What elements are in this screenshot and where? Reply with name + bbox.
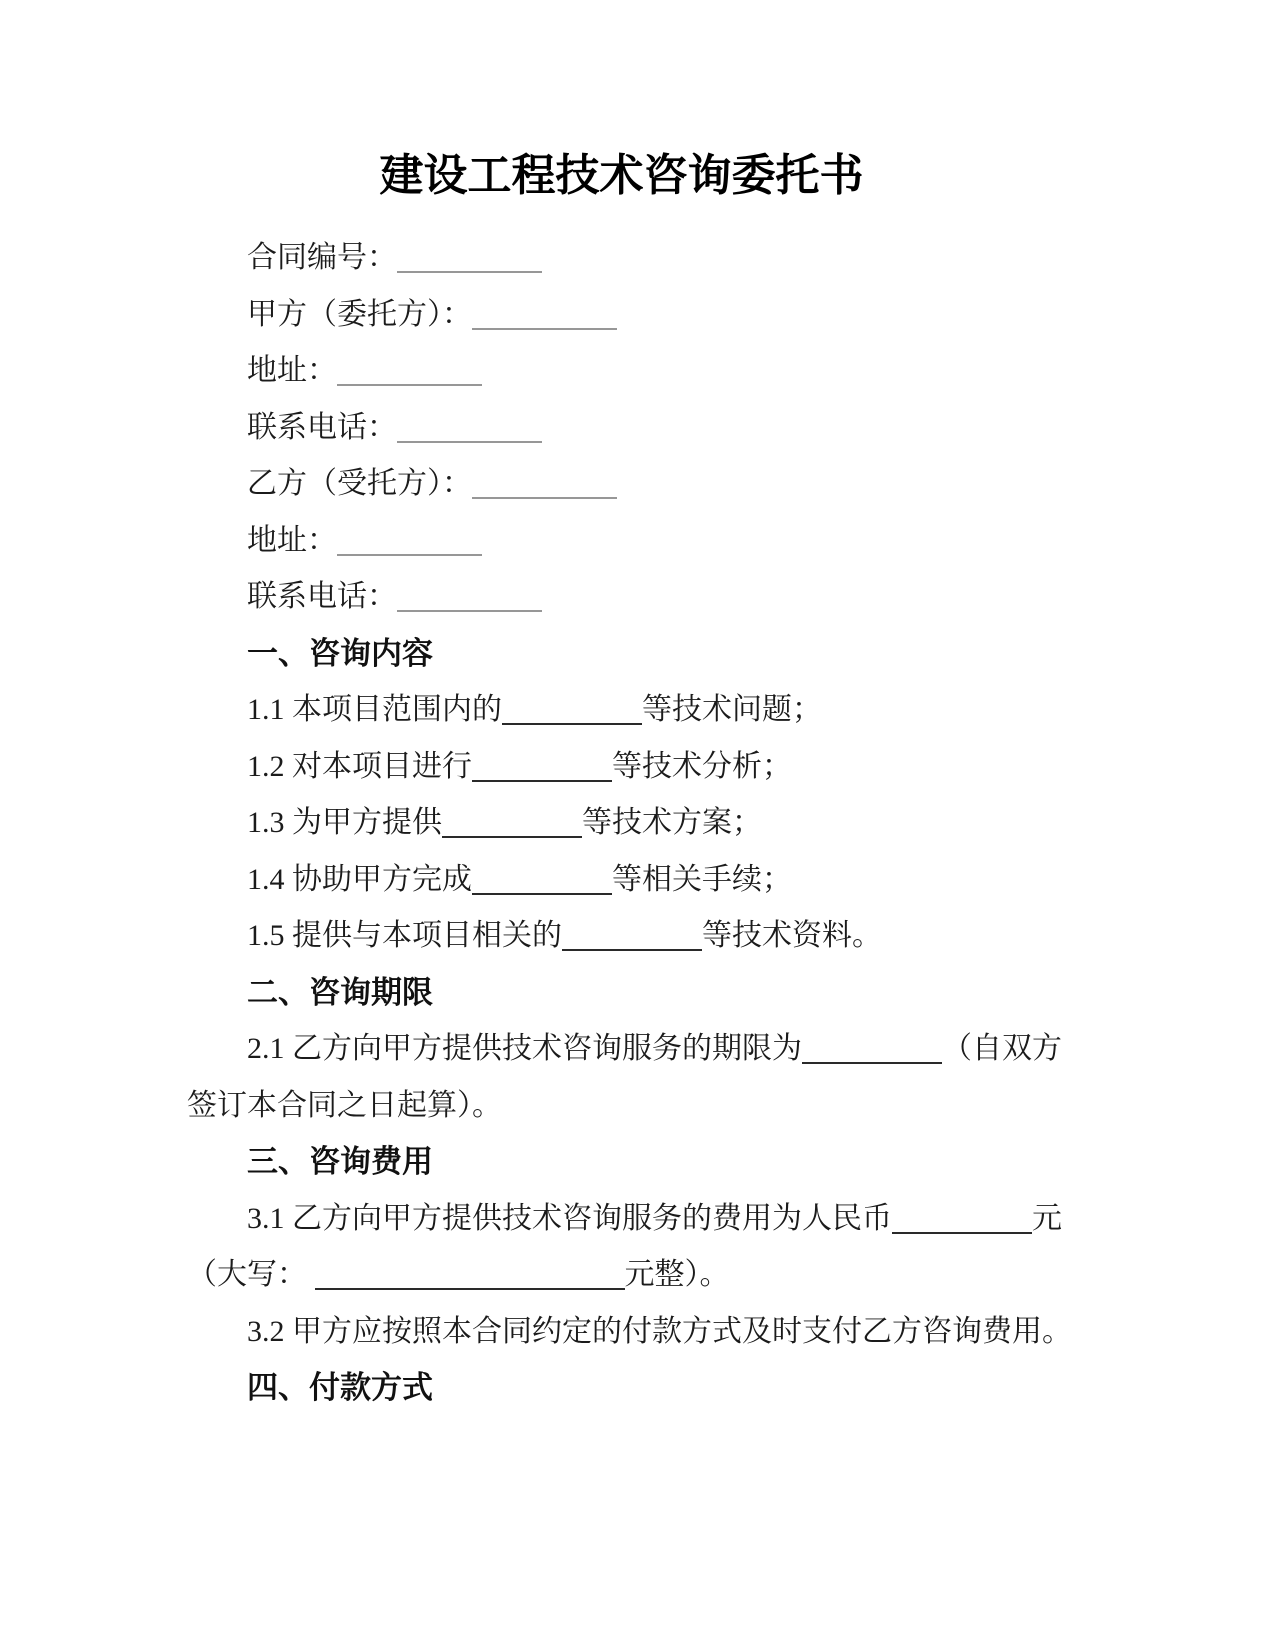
document-title: 建设工程技术咨询委托书 — [379, 151, 864, 200]
text-run: 三、咨询费用 — [247, 1144, 433, 1179]
text-run: （大写： — [187, 1258, 315, 1291]
text-run: 一、咨询内容 — [247, 635, 433, 671]
text-run: 二、咨询期限 — [247, 974, 433, 1010]
field-line — [187, 513, 1088, 570]
clause-line — [187, 682, 1088, 739]
clause-line — [187, 1021, 1088, 1078]
fill-in-blank — [892, 1228, 1032, 1234]
clause-line — [187, 739, 1088, 796]
field-line — [187, 456, 1088, 513]
fill-in-blank — [472, 889, 612, 895]
text-run: 1.4 协助甲方完成 — [247, 862, 472, 896]
text-run: （自双方 — [942, 1032, 1062, 1065]
clause-line — [187, 1304, 1088, 1361]
text-run: 2.1 乙方向甲方提供技术咨询服务的期限为 — [247, 1032, 802, 1065]
text-run: 合同编号： — [247, 241, 397, 274]
text-run: 1.3 为甲方提供 — [247, 806, 442, 839]
fill-in-blank — [315, 1284, 625, 1290]
text-run: 四、付款方式 — [247, 1370, 433, 1405]
fill-in-blank — [472, 324, 617, 330]
text-run: 3.1 乙方向甲方提供技术咨询服务的费用为人民币 — [247, 1201, 892, 1235]
clause-line — [187, 908, 1088, 965]
field-line — [187, 343, 1088, 400]
clause-line — [187, 852, 1088, 909]
text-run: 等技术问题； — [642, 693, 822, 726]
fill-in-blank — [397, 267, 542, 273]
section-heading — [187, 626, 1088, 683]
text-run: 元整）。 — [624, 1258, 730, 1291]
text-run: 元 — [1032, 1201, 1062, 1235]
clause-line — [187, 795, 1088, 852]
text-run: 等相关手续； — [612, 862, 792, 896]
text-run: 等技术分析； — [612, 749, 792, 783]
text-run: 地址： — [247, 354, 337, 387]
text-run: 联系电话： — [247, 580, 397, 613]
fill-in-blank — [472, 493, 617, 499]
text-run: 签订本合同之日起算）。 — [187, 1088, 502, 1122]
field-line — [187, 287, 1088, 344]
fill-in-blank — [397, 437, 542, 443]
fill-in-blank — [802, 1058, 942, 1064]
fill-in-blank — [337, 380, 482, 386]
field-line — [187, 400, 1088, 457]
text-run: 1.5 提供与本项目相关的 — [247, 919, 562, 952]
text-run: 等技术资料。 — [702, 919, 882, 952]
text-run: 联系电话： — [247, 410, 397, 444]
fill-in-blank — [397, 606, 542, 612]
fill-in-blank — [502, 719, 642, 725]
text-run: 甲方（委托方）： — [247, 297, 472, 331]
text-run: 1.2 对本项目进行 — [247, 749, 472, 783]
text-run: 等技术方案； — [582, 806, 762, 839]
fill-in-blank — [337, 550, 482, 556]
text-run: 1.1 本项目范围内的 — [247, 693, 502, 726]
text-run: 地址： — [247, 523, 337, 557]
continuation-line — [187, 1247, 1088, 1304]
text-run: 3.2 甲方应按照本合同约定的付款方式及时支付乙方咨询费用。 — [247, 1314, 1072, 1348]
fill-in-blank — [442, 832, 582, 838]
document-body — [187, 230, 1088, 1417]
continuation-line — [187, 1078, 1088, 1135]
field-line — [187, 569, 1088, 626]
text-run: 乙方（受托方）： — [247, 467, 472, 500]
section-heading — [187, 965, 1088, 1022]
section-heading — [187, 1360, 1088, 1417]
field-line — [187, 230, 1088, 287]
fill-in-blank — [472, 776, 612, 782]
fill-in-blank — [562, 945, 702, 951]
section-heading — [187, 1134, 1088, 1191]
clause-line — [187, 1191, 1088, 1248]
